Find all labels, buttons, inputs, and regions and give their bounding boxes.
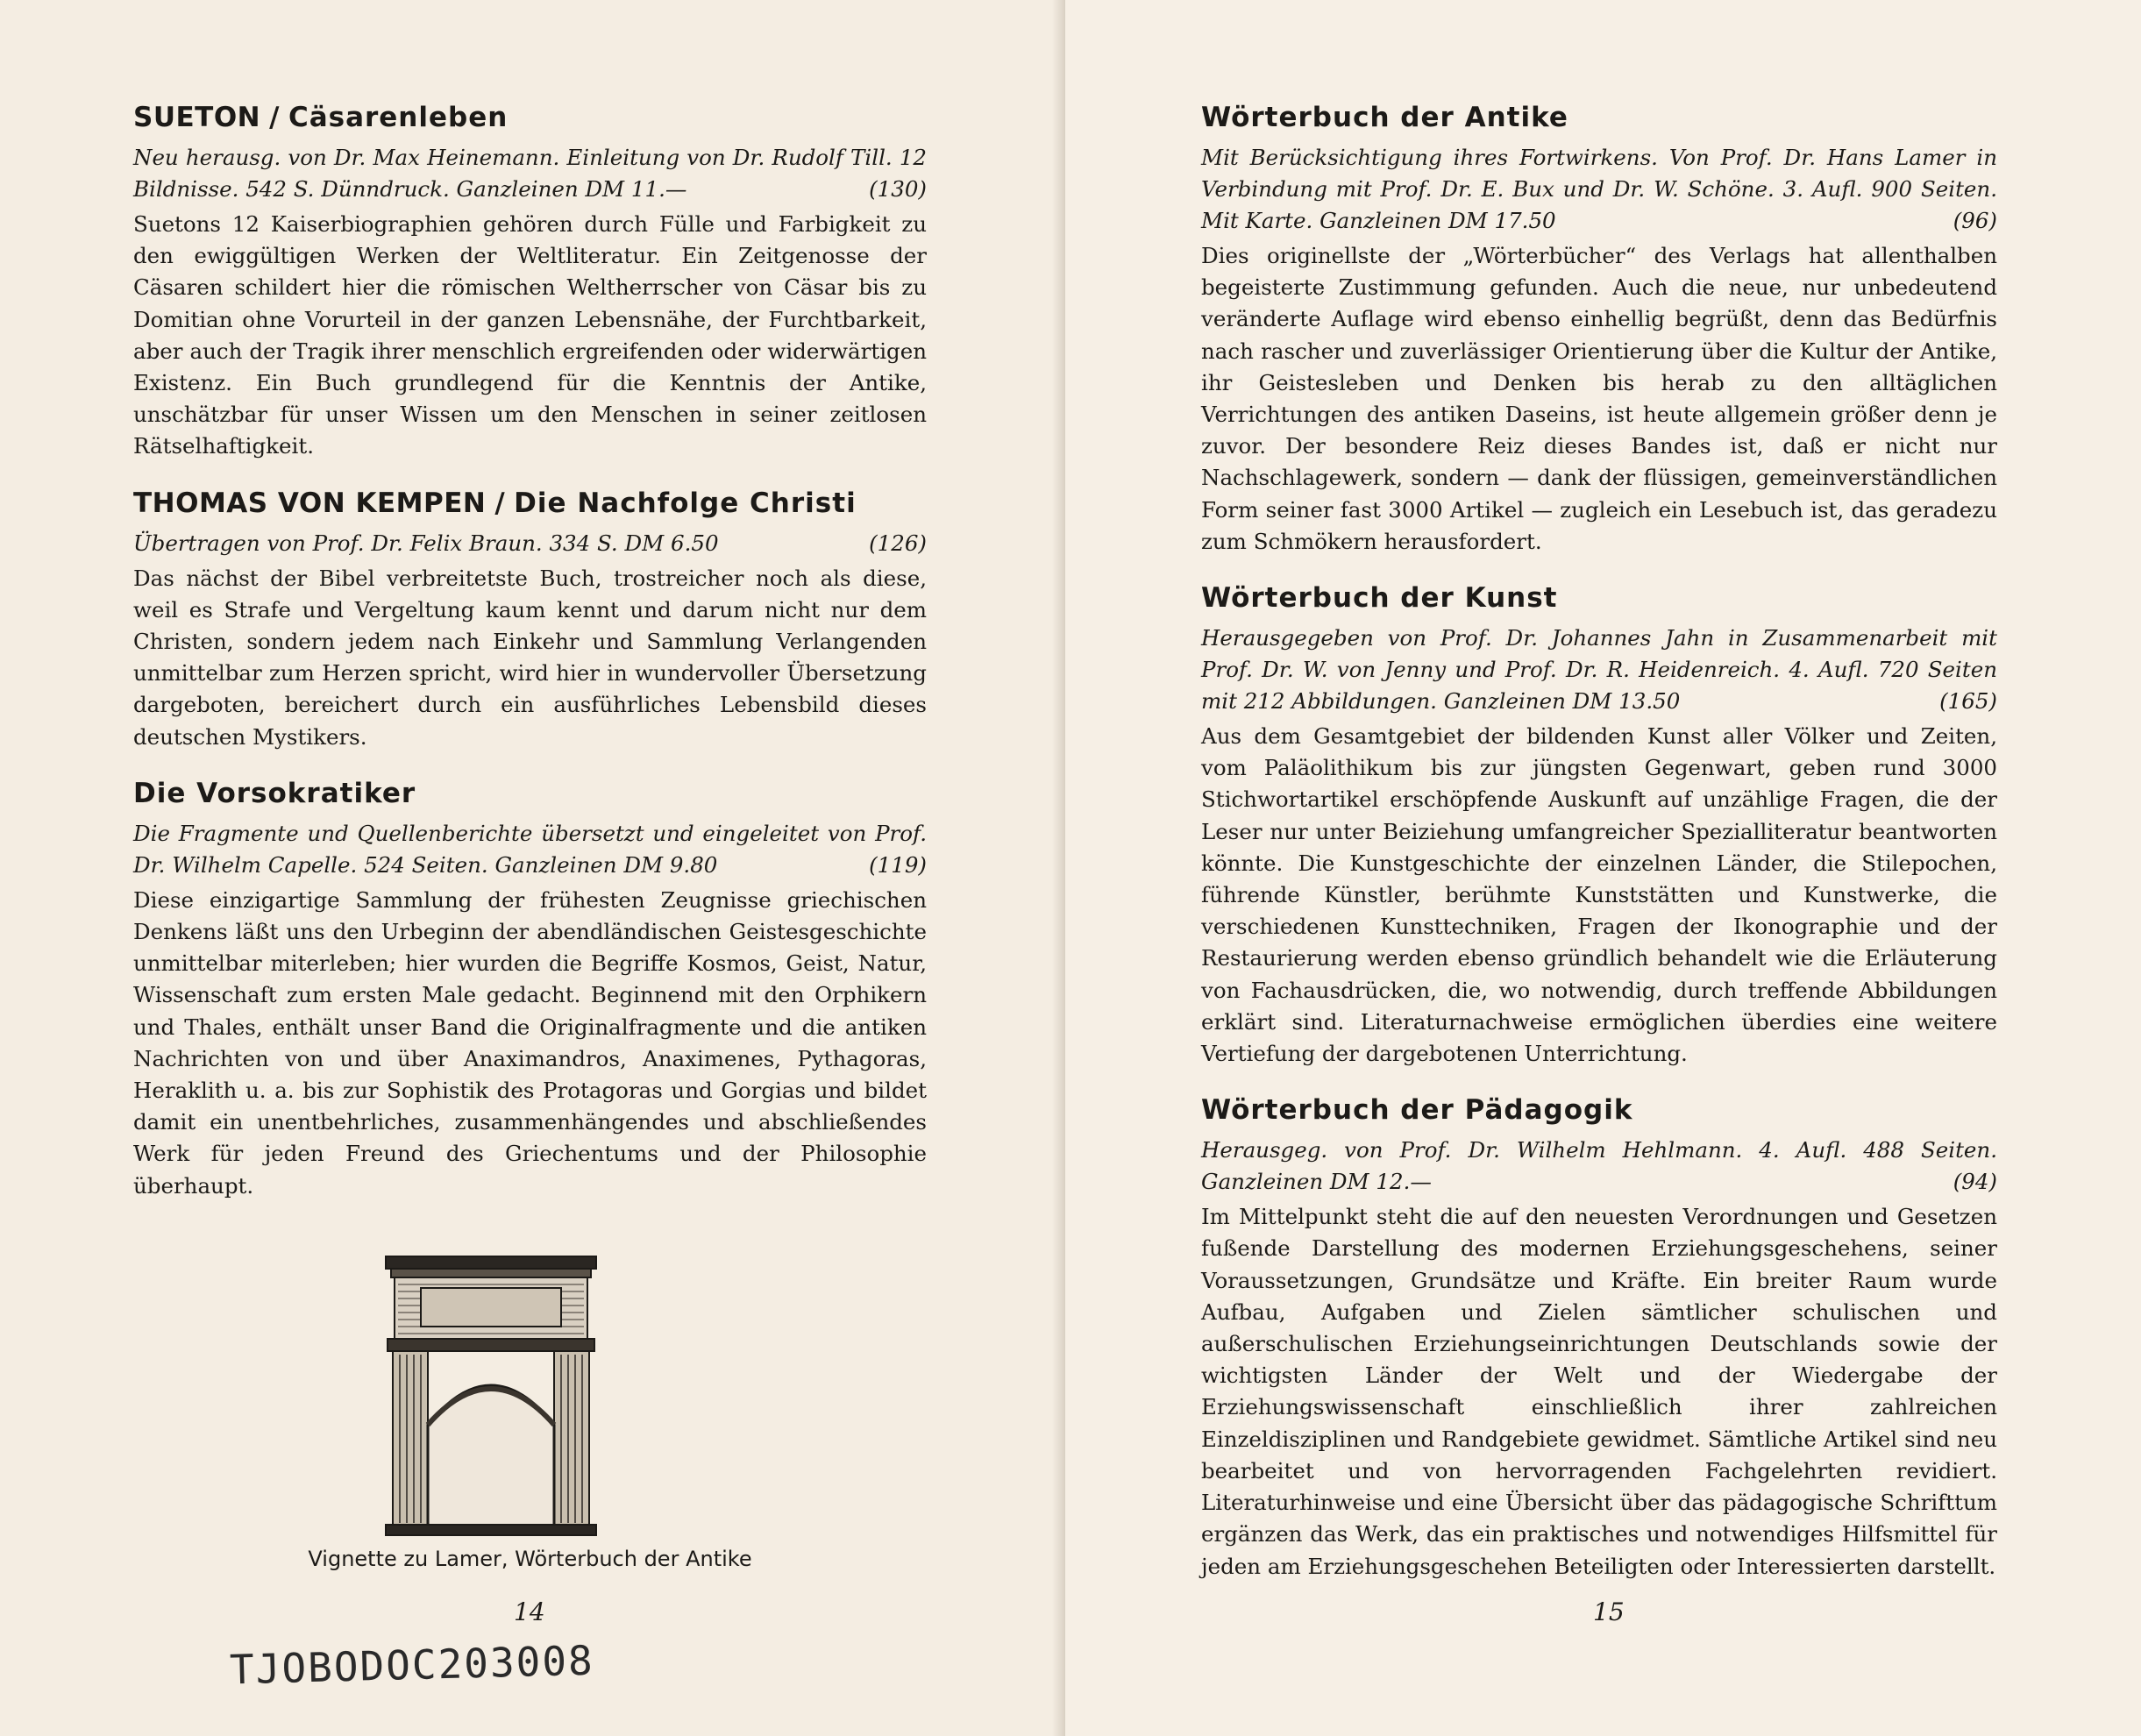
entry-title: Die Nachfolge Christi — [514, 487, 857, 519]
biblio-text: Herausgegeben von Prof. Dr. Johannes Jahn in Zusammenarbeit mit Prof. Dr. W. von Jenny und Prof. Dr. R. Heidenreich. 4. Aufl. 720 Seiten mit 212 Abbildungen. Ganzleinen DM 13.50 — [1201, 625, 1997, 715]
catalog-number: (165) — [1939, 688, 1997, 715]
entry-vorsokratiker — [133, 774, 927, 1202]
entry-description: Das nächst der Bibel verbreitetste Buch, trostreicher noch als diese, weil es Strafe und Vergeltung kaum kennt und darum nicht nur dem Christen, sondern jedem nach Einkehr und Sammlung Verlangenden unmittelbar zum Herzen spricht, wird hier in wundervoller Übersetzung dargeboten, bereichert durch ein ausführliches Lebensbild dieses deutschen Mystikers. — [133, 565, 927, 750]
entry-woerterbuch-paedagogik — [1201, 1091, 1997, 1582]
heading-separator: / — [269, 102, 280, 133]
entry-heading — [133, 774, 927, 813]
right-page — [1065, 0, 2141, 1736]
entry-title: Die Vorsokratiker — [133, 777, 416, 809]
entry-description: Aus dem Gesamtgebiet der bildenden Kunst aller Völker und Zeiten, vom Paläolithikum bis zur jüngsten Gegenwart, geben rund 3000 Stichwortartikel erschöpfende Auskunft auf unzählige Fragen, die der Leser nur unter Beiziehung umfangreicher Spezialliteratur beantworten könnte. Die Kunstgeschichte der einzelnen Länder, die Stilepochen, führende Künstler, berühmte Kunststätten und Kunstwerke, die verschiedenen Kunsttechniken, Fragen der Ikonographie und der Restaurierung werden ebenso gründlich behandelt wie die Erläuterung von Fachausdrücken, die, wo notwendig, durch treffende Abbildungen erklärt sind. Literaturnachweise ermöglichen überdies eine weitere Vertiefung der dargebotenen Unterrichtung. — [1201, 723, 1997, 1067]
figure-caption: Vignette zu Lamer, Wörterbuch der Antike — [308, 1547, 752, 1571]
entry-bibliography — [133, 142, 927, 205]
entry-woerterbuch-kunst — [1201, 579, 1997, 1070]
left-column — [133, 98, 927, 1223]
catalog-number: (96) — [1953, 208, 1997, 233]
entry-title: Wörterbuch der Antike — [1201, 102, 1568, 133]
entry-description: Dies originellste der „Wörterbücher“ des Verlags hat allenthalben begeisterte Zustimmung gefunden. Auch die neue, nur unbedeutend veränderte Auflage wird ebenso einhellig begrüßt, denn das Bedürfnis nach rascher und zuverlässiger Orientierung über die Kultur der Antike, ihr Geistesleben und Denken bis herab zu den alltäglichen Verrichtungen des antiken Daseins, ist heute allgemein größer denn je zuvor. Der besondere Reiz dieses Bandes ist, daß er nicht nur Nachschlagewerk, sondern — dank der flüssigen, gemeinverständlichen Form seiner fast 3000 Artikel — zugleich ein Lesebuch ist, das geradezu zum Schmökern herausfordert. — [1201, 243, 1997, 554]
entry-heading — [1201, 579, 1997, 617]
archive-stamp: TJOBODOC203008 — [229, 1636, 595, 1694]
triumphal-arch-vignette — [377, 1249, 605, 1539]
entry-description: Im Mittelpunkt steht die auf den neuesten Verordnungen und Gesetzen fußende Darstellung des modernen Erziehungsgeschehens, seiner Voraussetzungen, Grundsätze und Kräfte. Ein breiter Raum wurde Aufbau, Aufgaben und Zielen sämtlicher schulischen und außerschulischen Erziehungseinrichtungen Deutschlands sowie der wichtigsten Länder der Welt und der Wiedergabe der Erziehungswissenschaft einschließlich ihrer zahlreichen Einzeldisziplinen und Randgebiete gewidmet. Sämtliche Artikel sind neu bearbeitet und von hervorragenden Fachgelehrten revidiert. Literaturhinweise und eine Übersicht über das pädagogische Schrifttum ergänzen das Werk, das ein praktisches und notwendiges Hilfsmittel für jeden am Erziehungsgeschehen Beteiligten oder Interessierten darstellt. — [1201, 1204, 1997, 1579]
right-column — [1201, 98, 1997, 1604]
entry-title: Cäsarenleben — [288, 102, 509, 133]
entry-bibliography — [133, 528, 927, 559]
catalog-number: (126) — [869, 530, 927, 556]
entry-heading — [133, 484, 927, 523]
entry-woerterbuch-antike — [1201, 98, 1997, 558]
biblio-text: Herausgeg. von Prof. Dr. Wilhelm Hehlmann. 4. Aufl. 488 Seiten. Ganzleinen DM 12.— — [1201, 1137, 1997, 1195]
biblio-text: Neu herausg. von Dr. Max Heinemann. Einleitung von Dr. Rudolf Till. 12 Bildnisse. 542 S. Dünndruck. Ganzleinen DM 11.— — [133, 145, 927, 202]
entry-sueton — [133, 98, 927, 463]
catalog-number: (94) — [1953, 1169, 1997, 1195]
heading-separator: / — [494, 487, 506, 519]
catalog-number: (119) — [869, 851, 927, 878]
entry-heading — [1201, 1091, 1997, 1129]
entry-title: Wörterbuch der Pädagogik — [1201, 1094, 1633, 1127]
entry-title: Wörterbuch der Kunst — [1201, 582, 1558, 615]
biblio-text: Die Fragmente und Quellenberichte übersetzt und eingeleitet von Prof. Dr. Wilhelm Capelle. 524 Seiten. Ganzleinen DM 9.80 — [133, 820, 927, 878]
entry-bibliography — [1201, 142, 1997, 237]
biblio-text: Mit Berücksichtigung ihres Fortwirkens. Von Prof. Dr. Hans Lamer in Verbindung mit Prof. Dr. E. Bux und Dr. W. Schöne. 3. Aufl. 900 Seiten. Mit Karte. Ganzleinen DM 17.50 — [1201, 145, 1997, 233]
page-number: 14 — [514, 1597, 545, 1626]
page-number: 15 — [1593, 1597, 1625, 1626]
entry-description: Suetons 12 Kaiserbiographien gehören durch Fülle und Farbigkeit zu den ewiggültigen Werken der Weltliteratur. Ein Zeitgenosse der Cäsaren schildert hier die römischen Weltherrscher von Cäsar bis zu Domitian ohne Vorurteil in der ganzen Lebensnähe, der Furchtbarkeit, aber auch der Tragik ihrer menschlich ergreifenden oder widerwärtigen Existenz. Ein Buch grundlegend für die Kenntnis der Antike, unschätzbar für unser Wissen um den Menschen in seiner zeitlosen Rätselhaftigkeit. — [133, 211, 927, 459]
entry-author: SUETON — [133, 102, 261, 133]
left-page — [0, 0, 1065, 1736]
entry-description: Diese einzigartige Sammlung der frühesten Zeugnisse griechischen Denkens läßt uns den Urbeginn der abendländischen Geistesgeschichte unmittelbar miterleben; hier wurden die Begriffe Kosmos, Geist, Natur, Wissenschaft zum ersten Male gedacht. Beginnend mit den Orphikern und Thales, enthält unser Band die Originalfragmente und die antiken Nachrichten von und über Anaximandros, Anaximenes, Pythagoras, Heraklith u. a. bis zur Sophistik des Protagoras und Gorgias und bildet damit ein unentbehrliches, zusammenhängendes und abschließendes Werk für jeden Freund des Griechentums und der Philosophie überhaupt. — [133, 886, 927, 1199]
entry-heading — [1201, 98, 1997, 137]
entry-thomas-von-kempen — [133, 484, 927, 753]
entry-author: THOMAS VON KEMPEN — [133, 487, 487, 519]
entry-heading — [133, 98, 927, 137]
entry-bibliography — [1201, 623, 1997, 717]
entry-bibliography — [1201, 1135, 1997, 1198]
entry-bibliography — [133, 818, 927, 881]
biblio-text: Übertragen von Prof. Dr. Felix Braun. 334 S. DM 6.50 — [133, 530, 719, 556]
catalog-number: (130) — [869, 176, 927, 202]
